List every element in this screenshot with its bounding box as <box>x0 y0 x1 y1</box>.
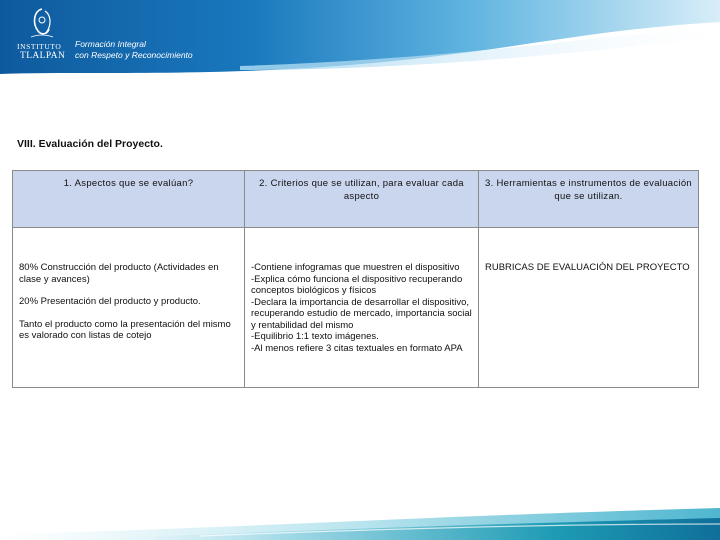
tagline-line-2: con Respeto y Reconocimiento <box>75 50 193 60</box>
header-tools: 3. Herramientas e instrumentos de evaluación que se utilizan. <box>479 171 699 228</box>
tool-rubrics: RUBRICAS DE EVALUACIÓN DEL PROYECTO <box>485 262 690 273</box>
table-row <box>13 228 699 388</box>
logo-text-tlalpan: TLALPAN <box>20 51 66 61</box>
logo-emblem <box>29 7 55 41</box>
criterion-citations: -Al menos refiere 3 citas textuales en formato APA <box>251 342 463 354</box>
footer-banner <box>0 494 720 540</box>
aspect-note: Tanto el producto como la presentación del mismo es valorado con listas de cotejo <box>19 318 231 341</box>
section-title: VIII. Evaluación del Proyecto. <box>17 138 163 150</box>
criterion-explains: -Explica cómo funciona el dispositivo recuperando conceptos biológicos y físicos <box>251 273 463 296</box>
criterion-balance: -Equilibrio 1:1 texto imágenes. <box>251 331 379 342</box>
header-aspects: 1. Aspectos que se evalúan? <box>13 171 245 228</box>
aspects-cell <box>13 228 245 388</box>
aspect-construction: 80% Construcción del producto (Actividades en clase y avances) <box>19 262 219 285</box>
logo <box>17 7 67 63</box>
criterion-infographics: -Contiene infogramas que muestren el dispositivo <box>251 262 460 273</box>
tagline-line-1: Formación Integral <box>75 39 146 49</box>
criteria-cell <box>245 228 479 388</box>
aspect-presentation: 20% Presentación del producto y producto. <box>19 296 201 307</box>
header-criteria: 2. Criterios que se utilizan, para evaluar cada aspecto <box>245 171 479 228</box>
evaluation-table <box>12 170 699 388</box>
criterion-importance: -Declara la importancia de desarrollar el dispositivo, recuperando estudio de mercado, importancia social y rentabilidad del mismo <box>251 296 472 331</box>
logo-text-instituto: INSTITUTO <box>17 42 62 51</box>
tools-cell <box>479 228 699 388</box>
table-header-row <box>13 171 699 228</box>
tagline <box>75 39 193 61</box>
